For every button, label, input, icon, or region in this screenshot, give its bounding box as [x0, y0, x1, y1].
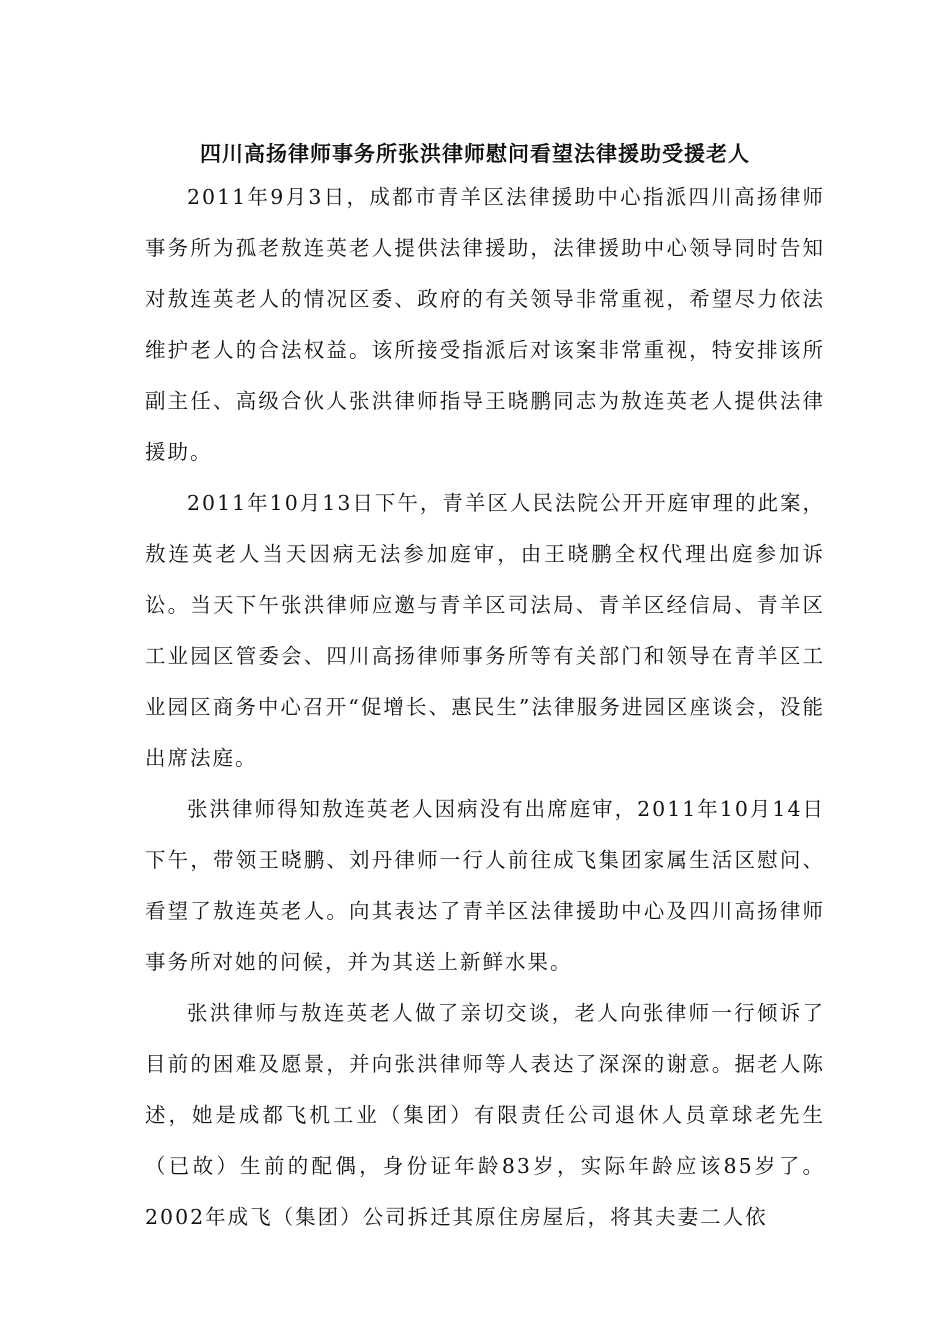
paragraph-3: 张洪律师得知敖连英老人因病没有出席庭审，2011年10月14日下午，带领王晓鹏、刘丹律师一行人前往成飞集团家属生活区慰问、看望了敖连英老人。向其表达了青羊区法律援助中心及四川高扬律师事务所对她的问候，并为其送上新鲜水果。	[145, 797, 825, 974]
paragraph-1: 2011年9月3日，成都市青羊区法律援助中心指派四川高扬律师事务所为孤老敖连英老人提供法律援助，法律援助中心领导同时告知对敖连英老人的情况区委、政府的有关领导非常重视，希望尽力依法维护老人的合法权益。该所接受指派后对该案非常重视，特安排该所副主任、高级合伙人张洪律师指导王晓鹏同志为敖连英老人提供法律援助。	[145, 185, 825, 464]
document-body	[145, 172, 825, 1243]
paragraph-4: 张洪律师与敖连英老人做了亲切交谈，老人向张律师一行倾诉了目前的困难及愿景，并向张洪律师等人表达了深深的谢意。据老人陈述，她是成都飞机工业（集团）有限责任公司退休人员章球老先生（已故）生前的配偶，身份证年龄83岁，实际年龄应该85岁了。2002年成飞（集团）公司拆迁其原住房屋后，将其夫妻二人依	[145, 1001, 825, 1229]
paragraph-2: 2011年10月13日下午，青羊区人民法院公开开庭审理的此案，敖连英老人当天因病无法参加庭审，由王晓鹏全权代理出庭参加诉讼。当天下午张洪律师应邀与青羊区司法局、青羊区经信局、青羊区工业园区管委会、四川高扬律师事务所等有关部门和领导在青羊区工业园区商务中心召开“促增长、惠民生”法律服务进园区座谈会，没能出席法庭。	[145, 491, 825, 770]
document-title: 四川高扬律师事务所张洪律师慰问看望法律援助受援老人	[200, 141, 750, 166]
